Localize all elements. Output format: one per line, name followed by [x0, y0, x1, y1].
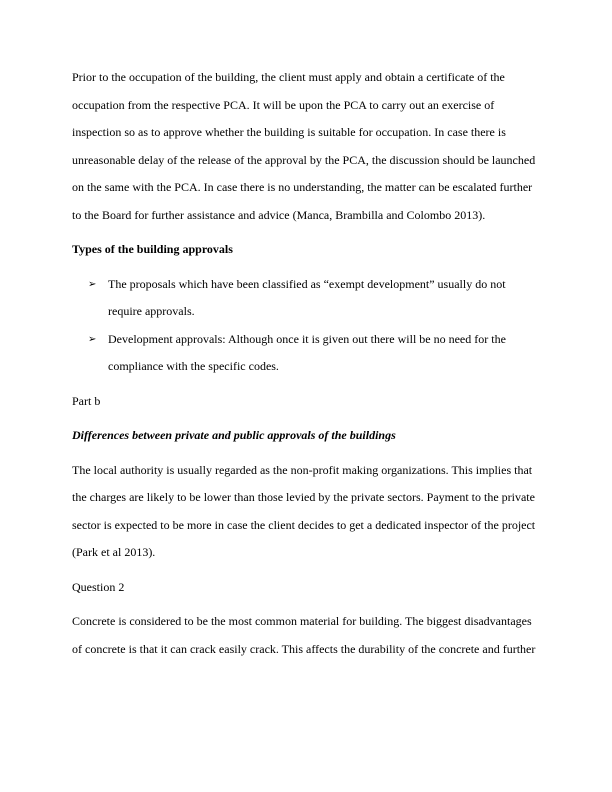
section-label-part-b: Part b [72, 393, 101, 408]
document-page [72, 64, 540, 663]
list-item-text: The proposals which have been classified as “exempt development” usually do not require approvals. [108, 276, 506, 318]
heading-differences: Differences between private and public approvals of the buildings [72, 428, 396, 442]
paragraph-concrete: Concrete is considered to be the most common material for building. The biggest disadvantages of concrete is that it can crack easily crack. This affects the durability of the concrete and further [72, 614, 536, 656]
approval-types-list [72, 271, 540, 381]
list-item [72, 271, 540, 326]
list-item-text: Development approvals: Although once it is given out there will be no need for the compliance with the specific codes. [108, 331, 506, 373]
paragraph-pca-certificate: Prior to the occupation of the building, the client must apply and obtain a certificate of the occupation from the respective PCA. It will be upon the PCA to carry out an exercise of inspection so as to approve whether the building is suitable for occupation. In case there is unreasonable delay of the release of the approval by the PCA, the discussion should be launched on the same with the PCA. In case there is no understanding, the matter can be escalated further to the Board for further assistance and advice (Manca, Brambilla and Colombo 2013). [72, 70, 536, 222]
arrow-bullet-icon: ➢ [88, 333, 97, 345]
section-label-question-2: Question 2 [72, 579, 125, 594]
list-item [72, 326, 540, 381]
paragraph-local-authority: The local authority is usually regarded as the non-profit making organizations. This implies that the charges are likely to be lower than those levied by the private sectors. Payment to the private sector is expected to be more in case the client decides to get a dedicated inspector of the project (Park et al 2013). [72, 462, 536, 559]
heading-types-of-approvals: Types of the building approvals [72, 242, 233, 256]
arrow-bullet-icon: ➢ [88, 278, 97, 290]
